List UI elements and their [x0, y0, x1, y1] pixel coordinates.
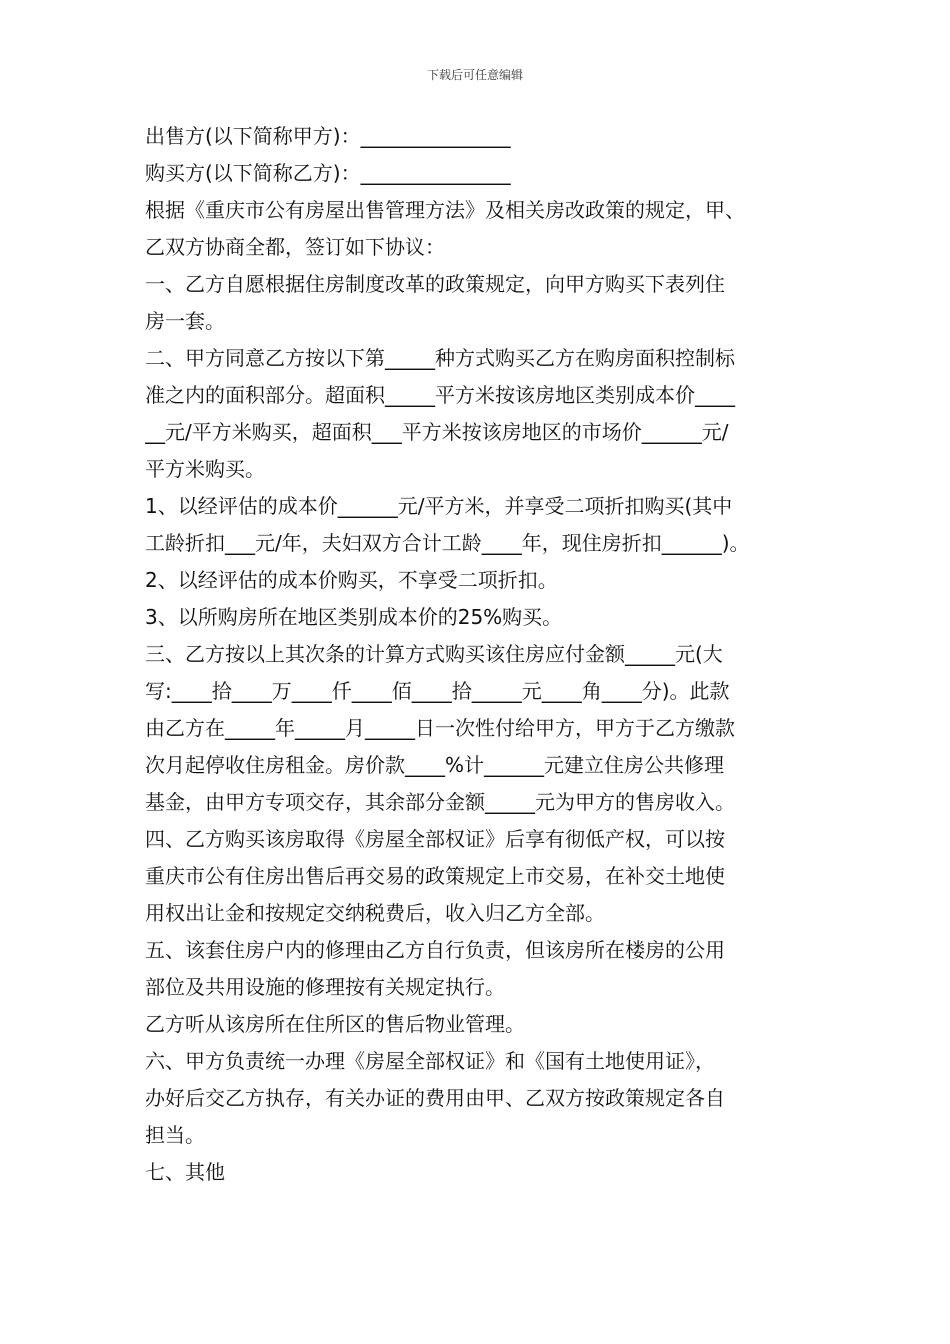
- preamble-line: 根据《重庆市公有房屋出售管理方法》及相关房改政策的规定，甲、: [145, 198, 745, 222]
- option-3-line: 3、以所购房所在地区类别成本价的25%购买。: [145, 605, 563, 629]
- clause-2-line: __元/平方米购买，超面积___平方米按该房地区的市场价______元/: [145, 420, 729, 444]
- clause-3-line: 由乙方在_____年_____月_____日一次性付给甲方，甲方于乙方缴款: [145, 716, 735, 740]
- option-2-line: 2、以经评估的成本价购买，不享受二项折扣。: [145, 568, 558, 592]
- clause-1-line: 房一套。: [145, 309, 225, 333]
- clause-4-line: 重庆市公有住房出售后再交易的政策规定上市交易，在补交土地使: [145, 864, 725, 888]
- clause-3-line: 三、乙方按以上其次条的计算方式购买该住房应付金额_____元(大: [145, 642, 723, 666]
- clause-2-line: 平方米购买。: [145, 457, 265, 481]
- seller-line: 出售方(以下简称甲方)：_______________: [145, 124, 511, 148]
- clause-1-line: 一、乙方自愿根据住房制度改革的政策规定，向甲方购买下表列住: [145, 272, 725, 296]
- preamble-line: 乙双方协商全都，签订如下协议：: [145, 235, 445, 259]
- buyer-line: 购买方(以下简称乙方)：_______________: [145, 161, 511, 185]
- property-management-line: 乙方听从该房所在住所区的售后物业管理。: [145, 1012, 525, 1036]
- clause-4-line: 四、乙方购买该房取得《房屋全部权证》后享有彻低产权，可以按: [145, 827, 725, 851]
- option-1-line: 1、以经评估的成本价______元/平方米，并享受二项折扣购买(其中: [145, 494, 733, 518]
- clause-7-line: 七、其他: [145, 1160, 225, 1184]
- clause-2-line: 准之内的面积部分。超面积_____平方米按该房地区类别成本价____: [145, 383, 735, 407]
- clause-6-line: 办好后交乙方执存，有关办证的费用由甲、乙双方按政策规定各自: [145, 1086, 725, 1110]
- contract-body: [145, 118, 815, 1191]
- option-1-line: 工龄折扣___元/年，夫妇双方合计工龄____年，现住房折扣______)。: [145, 531, 750, 555]
- clause-3-line: 基金，由甲方专项交存，其余部分金额_____元为甲方的售房收入。: [145, 790, 735, 814]
- clause-5-line: 部位及共用设施的修理按有关规定执行。: [145, 975, 505, 999]
- clause-6-line: 担当。: [145, 1123, 205, 1147]
- clause-6-line: 六、甲方负责统一办理《房屋全部权证》和《国有土地使用证》，: [145, 1049, 715, 1073]
- header-note: 下载后可任意编辑: [426, 68, 523, 82]
- clause-3-line: 次月起停收住房租金。房价款____%计______元建立住房公共修理: [145, 753, 725, 777]
- clause-4-line: 用权出让金和按规定交纳税费后，收入归乙方全部。: [145, 901, 605, 925]
- clause-2-line: 二、甲方同意乙方按以下第_____种方式购买乙方在购房面积控制标: [145, 346, 735, 370]
- clause-3-line: 写:____拾____万____仟____佰____拾_____元____角____分)。此款: [145, 679, 730, 703]
- clause-5-line: 五、该套住房户内的修理由乙方自行负责，但该房所在楼房的公用: [145, 938, 725, 962]
